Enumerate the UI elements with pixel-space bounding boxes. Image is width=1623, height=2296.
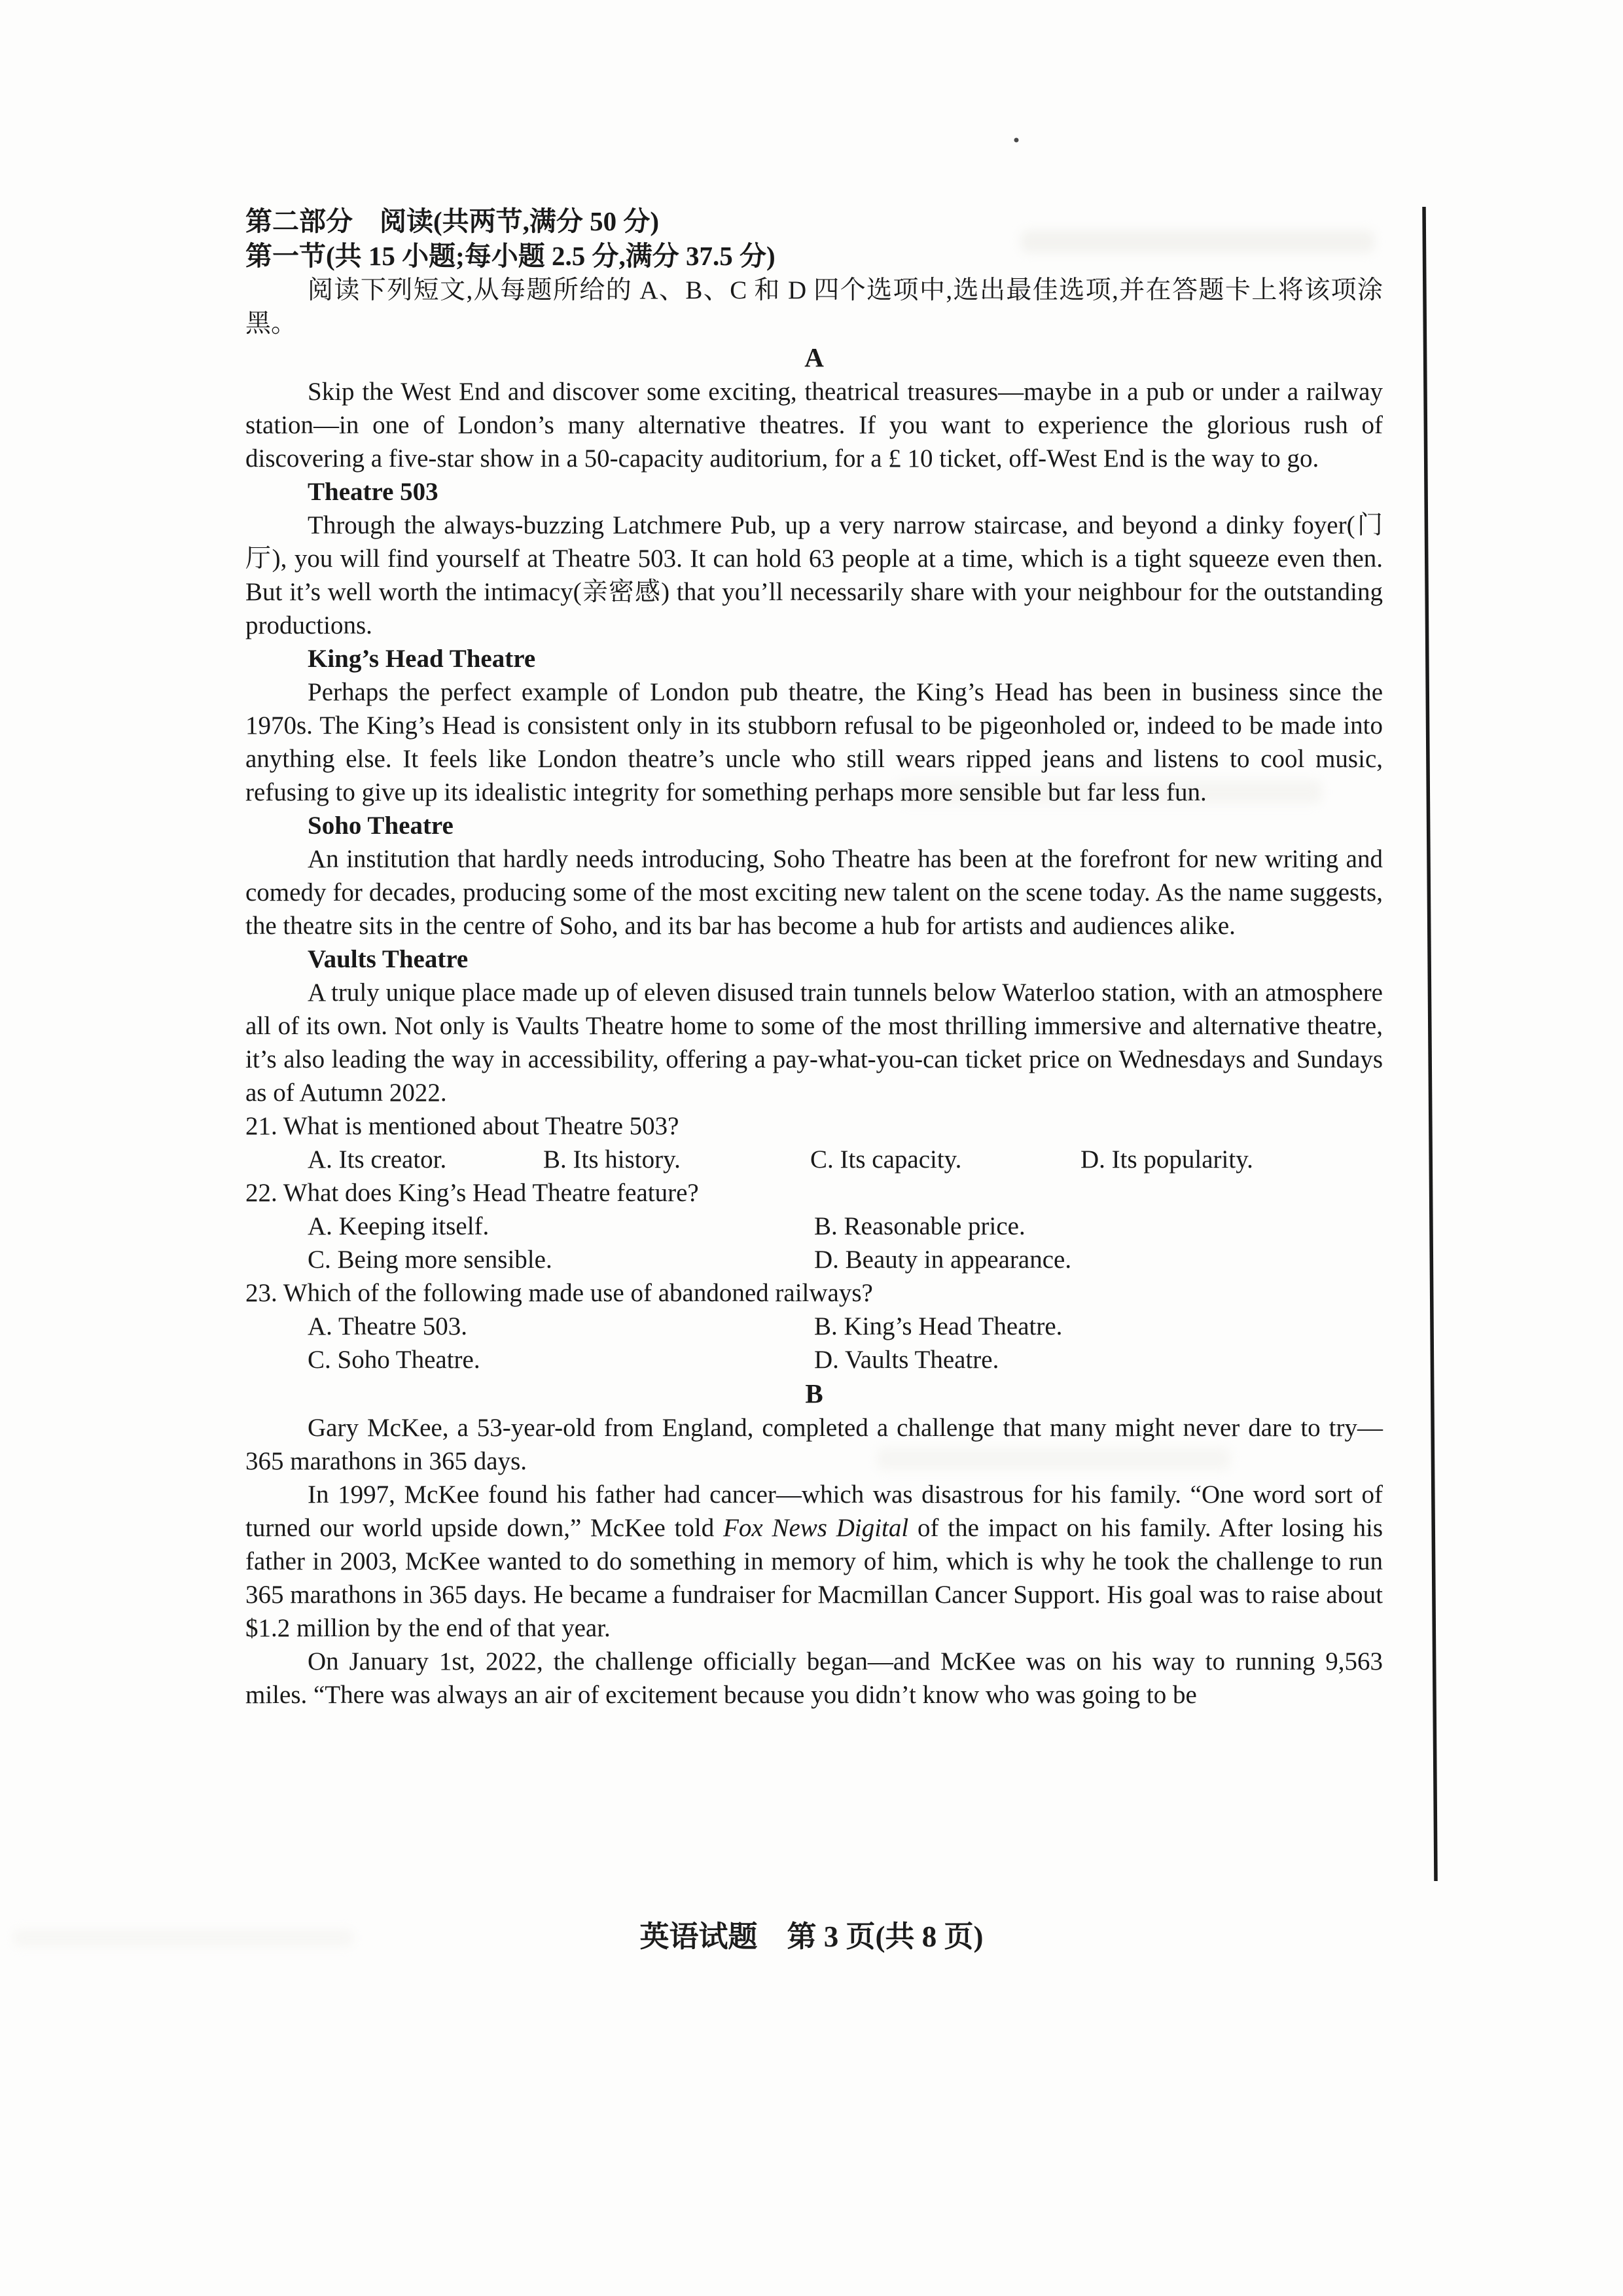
option-22-d: D. Beauty in appearance. (814, 1246, 1072, 1274)
option-21-a: A. Its creator. (308, 1145, 447, 1174)
passage-b-label: B (805, 1378, 823, 1408)
passage-b-paragraph-2-end: of the impact on his family. After losing his father in 2003, McKee wanted to do something in memory of him, which is why he took the challenge to run 365 marathons in 365 days. He became a fundraiser for Macmillan Cancer Support. His goal was to raise about $1.2 million by the end of that year. (245, 1514, 1383, 1642)
fox-news-digital-italic: Fox News Digital (723, 1514, 909, 1542)
question-22 (245, 1176, 1383, 1210)
question-21 (245, 1109, 1383, 1143)
subheading-theatre-503: Theatre 503 (308, 478, 438, 506)
paragraph-kings-head-theatre: Perhaps the perfect example of London pub theatre, the King’s Head has been in business since the 1970s. The King’s Head is consistent only in its stubborn refusal to be pigeonholed or, indeed to be made into anything else. It feels like London theatre’s uncle who still wears ripped jeans and listens to cool music, refusing to give up its idealistic integrity for something perhaps more sensible but far less fun. (245, 678, 1383, 806)
option-23-b: B. King’s Head Theatre. (814, 1312, 1063, 1340)
question-22-options-row-1 (245, 1210, 1383, 1243)
subheading-vaults-theatre: Vaults Theatre (308, 945, 469, 973)
question-22-text: What does King’s Head Theatre feature? (283, 1179, 699, 1207)
question-23-options-row-1 (245, 1310, 1383, 1343)
paragraph-vaults-theatre: A truly unique place made up of eleven disused train tunnels below Waterloo station, with an atmosphere all of its own. Not only is Vaults Theatre home to some of the most thrilling immersive and alternative theatre, it’s also leading the way in accessibility, offering a pay-what-you-can ticket price on Wednesdays and Sundays as of Autumn 2022. (245, 978, 1383, 1107)
scan-edge-line (1424, 207, 1436, 1881)
page-footer: 英语试题 第 3 页(共 8 页) (639, 1920, 984, 1953)
passage-b-paragraph-3: On January 1st, 2022, the challenge officially began—and McKee was on his way to running 9,563 miles. “There was always an air of excitement because you didn’t know who was going to be (245, 1647, 1383, 1709)
subheading-kings-head-theatre: King’s Head Theatre (308, 645, 536, 673)
paragraph-soho-theatre: An institution that hardly needs introducing, Soho Theatre has been at the forefront for new writing and comedy for decades, producing some of the most exciting new talent on the scene today. As the name suggests, the theatre sits in the centre of Soho, and its bar has become a hub for artists and audiences alike. (245, 845, 1383, 940)
option-21-d: D. Its popularity. (1080, 1145, 1253, 1174)
page-content (245, 204, 1383, 1712)
question-21-options (245, 1143, 1383, 1176)
paragraph-theatre-503: Through the always-buzzing Latchmere Pub, up a very narrow staircase, and beyond a dinky foyer(门厅), you will find yourself at Theatre 503. It can hold 63 people at a time, which is a tight squeeze even then. But it’s well worth the intimacy(亲密感) that you’ll necessarily share with your neighbour for the outstanding productions. (245, 511, 1383, 639)
option-22-b: B. Reasonable price. (814, 1212, 1026, 1240)
question-23-text: Which of the following made use of abandoned railways? (283, 1279, 873, 1307)
section-instructions: 阅读下列短文,从每题所给的 A、B、C 和 D 四个选项中,选出最佳选项,并在答题卡上将该项涂黑。 (245, 276, 1383, 338)
option-22-a: A. Keeping itself. (308, 1212, 490, 1240)
section-heading: 第一节(共 15 小题;每小题 2.5 分,满分 37.5 分) (245, 241, 776, 271)
option-23-d: D. Vaults Theatre. (814, 1346, 999, 1374)
part-heading: 第二部分 阅读(共两节,满分 50 分) (245, 206, 660, 236)
option-23-c: C. Soho Theatre. (308, 1346, 480, 1374)
passage-a-intro: Skip the West End and discover some exciting, theatrical treasures—maybe in a pub or under a railway station—in one of London’s many alternative theatres. If you want to experience the glorious rush of discovering a five-star show in a 50-capacity auditorium, for a £ 10 ticket, off-West End is the way to go. (245, 378, 1383, 473)
question-21-text: What is mentioned about Theatre 503? (283, 1112, 679, 1140)
ink-speck (1014, 138, 1019, 143)
passage-b-paragraph-2-start: In 1997, McKee found his father had cancer—which was disastrous for his family. “One word sort of turned our world upside down,” McKee told (245, 1480, 1383, 1542)
option-21-b: B. Its history. (543, 1145, 681, 1174)
passage-b-paragraph-1: Gary McKee, a 53-year-old from England, completed a challenge that many might never dare to try—365 marathons in 365 days. (245, 1414, 1383, 1475)
subheading-soho-theatre: Soho Theatre (308, 812, 454, 840)
question-23-options-row-2 (245, 1343, 1383, 1376)
question-22-options-row-2 (245, 1243, 1383, 1276)
passage-a-label: A (804, 342, 824, 372)
passage-b-paragraph-2 (245, 1478, 1383, 1645)
question-23 (245, 1276, 1383, 1310)
question-22-number: 22. (245, 1179, 277, 1207)
question-21-number: 21. (245, 1112, 277, 1140)
question-23-number: 23. (245, 1279, 277, 1307)
option-23-a: A. Theatre 503. (308, 1312, 468, 1340)
option-21-c: C. Its capacity. (810, 1145, 962, 1174)
option-22-c: C. Being more sensible. (308, 1246, 552, 1274)
